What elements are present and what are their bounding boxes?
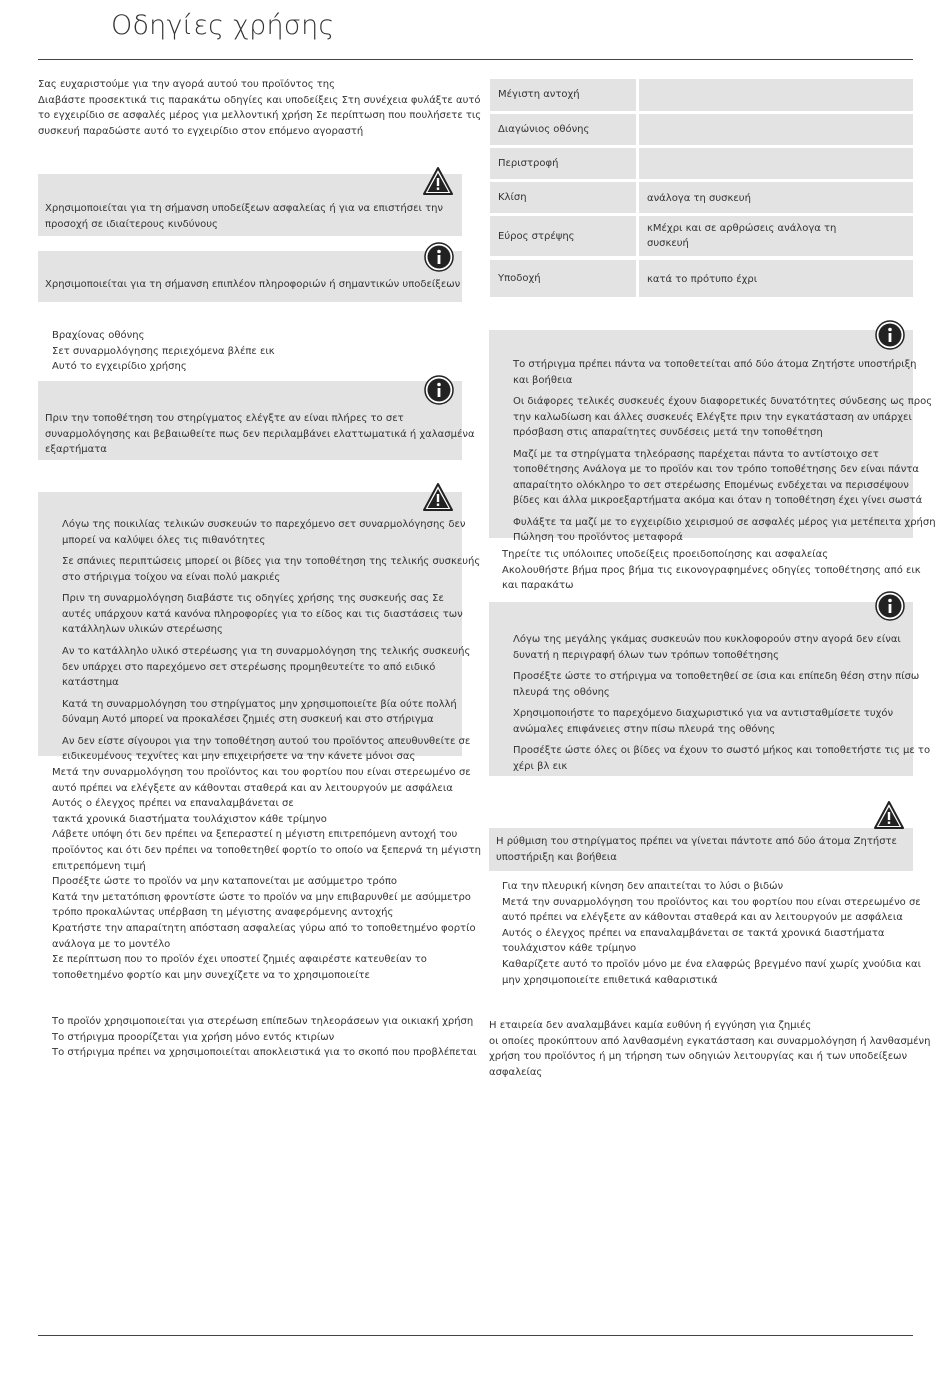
post-assembly-line: Σε περίπτωση που το προϊόν έχει υποστεί ζημιές αφαιρέστε κατευθείαν το [52, 954, 427, 966]
post-assembly-line: τρόπο προκαλώντας υπέρβαση τη μέγιστης αναφερόμενης αντοχής [52, 907, 394, 919]
installation-info-item: Φυλάξτε τα μαζί με το εγχειρίδιο χειρισμού σε ασφαλές μέρος για μετέπειτα χρήση [513, 516, 936, 528]
post-assembly-line: επιτρεπόμενη τιμή [52, 860, 146, 872]
mounting-info-item: Προσέξτε ώστε το στήριγμα να τοποθετηθεί σε ίσια και επίπεδη θέση στην πίσω [513, 671, 920, 682]
warning-icon [423, 482, 453, 512]
warning-legend-text: Χρησιμοποιείται για τη σήμανση υποδείξεων ασφαλείας ή για να επιστήσει την [45, 203, 444, 214]
installation-info-item: Οι διάφορες τελικές συσκευές έχουν διαφορετικές δυνατότητες σύνδεσης ως προς [513, 396, 933, 407]
installation-info-item: τοποθέτησης Ανάλογα με το προϊόν και τον τρόπο τοποθέτησης δεν είναι πάντα [513, 464, 919, 476]
safety-warning-item: στο στήριγμα τοίχου να είναι πολύ μακριές [62, 571, 281, 583]
safety-warning-item: Λόγω της ποικιλίας τελικών συσκευών το παρεχόμενο σετ συναρμολόγησης δεν [62, 519, 466, 530]
info-icon [875, 320, 905, 350]
disclaimer-line: Η εταιρεία δεν αναλαμβάνει καμία ευθύνη ή εγγύηση για ζημιές [489, 1020, 812, 1031]
package-note-text: συναρμολόγησης και βεβαιωθείτε πως δεν περιλαμβάνει ελαττωματικά ή χαλασμένα [45, 428, 475, 440]
safety-warning-item: Σε σπάνιες περιπτώσεις μπορεί οι βίδες για την τοποθέτηση της τελικής συσκευής [62, 556, 481, 568]
info-icon [424, 242, 454, 272]
warning-icon [874, 800, 904, 830]
spec-label: Μέγιστη αντοχή [498, 89, 580, 100]
installation-info-item: πρόσβαση στις απαραίτητες συνδέσεις μετά την τοποθέτηση [513, 427, 823, 439]
intro-line: Διαβάστε προσεκτικά τις παρακάτω οδηγίες και υποδείξεις Στη συνέχεια φυλάξτε αυτό [38, 94, 481, 106]
safety-warning-item: μπορεί να καλύψει όλες τις πιθανότητες [62, 534, 266, 546]
installation-info-item: βίδες και άλλα μικροεξαρτήματα ακόμα και όταν η τοποθέτηση έχει γίνει σωστά [513, 495, 923, 507]
safety-warning-item: Αν το κατάλληλο υλικό στερέωσης για τη συναρμολόγηση της τελικής συσκευής [62, 645, 471, 657]
warning-legend-text: προσοχή σε ιδιαίτερους κινδύνους [45, 218, 218, 230]
mounting-info-item: χέρι βλ εικ [513, 760, 568, 772]
installation-info-item: απαραίτητο ολόκληρο το σετ στερέωσης Επομένως ενδέχεται να περισσέψουν [513, 479, 909, 491]
info-icon [424, 375, 454, 405]
post-assembly-line: Κατά την μετατόπιση φροντίστε ώστε το προϊόν να μην επιβαρυνθεί με ασύμμετρο [52, 891, 471, 903]
intro-line: συσκευή παραδώστε αυτό το εγχειρίδιο στον επόμενο αγοραστή [38, 125, 364, 137]
spec-value: συσκευή [647, 238, 689, 249]
maintenance-line: αυτό πρέπει να ελέγξετε αν κάθονται σταθερά και αν λειτουργούν με ασφάλεια [502, 912, 903, 924]
mounting-info-item: Χρησιμοποιήστε το παρεχόμενο διαχωριστικό για να αντισταθμίσετε τυχόν [513, 708, 894, 719]
intended-use-line: Το στήριγμα προορίζεται για χρήση μόνο εντός κτιρίων [52, 1031, 335, 1043]
post-assembly-line: Αυτός ο έλεγχος πρέπει να επαναλαμβάνεται σε [52, 798, 294, 810]
maintenance-line: Μετά την συναρμολόγηση του προϊόντος και του φορτίου που είναι στερεωμένο σε [502, 896, 921, 908]
maintenance-line: μην χρησιμοποιείτε επιθετικά καθαριστικά [502, 974, 718, 986]
installation-info-item: Μαζί με τα στηρίγματα τηλεόρασης παρέχεται πάντα το αντίστοιχο σετ [513, 448, 879, 460]
post-assembly-line: ανάλογα με το μοντέλο [52, 938, 171, 950]
mounting-info-item: Λόγω της μεγάλης γκάμας συσκευών που κυκλοφορούν στην αγορά δεν είναι [513, 634, 901, 645]
post-assembly-line: προϊόντος και ότι δεν πρέπει να τοποθετηθεί φορτίο το οποίο να ξεπερνά τη μέγιστη [52, 845, 481, 856]
maintenance-line: τουλάχιστον κάθε τρίμηνο [502, 943, 637, 955]
intended-use-line: Το προϊόν χρησιμοποιείται για στερέωση επίπεδων τηλεοράσεων για οικιακή χρήση [52, 1016, 474, 1027]
mounting-info-item: Προσέξτε ώστε όλες οι βίδες να έχουν το σωστό μήκος και τοποθετήστε τις με το [513, 745, 931, 756]
spec-row [490, 114, 913, 145]
intro-line: το εγχειρίδιο σε ασφαλές μέρος για μελλοντική χρήση Σε περίπτωση που πουλήσετε τις [38, 110, 482, 122]
mounting-info-item: πλευρά της οθόνης [513, 686, 610, 698]
package-note-text: Πριν την τοποθέτηση του στηρίγματος ελέγξτε αν είναι πλήρες το σετ [45, 413, 404, 424]
package-note-text: εξαρτήματα [45, 444, 107, 456]
mounting-info-item: ανώμαλες επιφάνειες στην πίσω πλευρά της οθόνης [513, 723, 776, 735]
safety-warning-item: δύναμη Αυτό μπορεί να προκαλέσει ζημιές στη συσκευή και στο στήριγμα [62, 714, 434, 726]
info-legend-text: Χρησιμοποιείται για τη σήμανση επιπλέον πληροφοριών ή σημαντικών υποδείξεων [45, 279, 461, 290]
page-title: Οδηγίες χρήσης [111, 10, 335, 41]
installation-info-item: την καλωδίωση και άλλες συσκευές Ελέγξτε πριν την εγκατάσταση αν υπάρχει [513, 411, 912, 423]
spec-row [490, 182, 913, 213]
post-assembly-line: αυτό πρέπει να ελέγξετε αν κάθονται σταθερά και αν λειτουργούν με ασφάλεια [52, 782, 453, 794]
follow-steps-line: Ακολουθήστε βήμα προς βήμα τις εικονογραφημένες οδηγίες τοποθέτησης από εικ [502, 564, 921, 576]
footer-rule [38, 1335, 913, 1336]
spec-row [490, 148, 913, 179]
package-content-item: Βραχίονας οθόνης [52, 330, 145, 341]
spec-value: ανάλογα τη συσκευή [647, 193, 751, 204]
maintenance-line: Για την πλευρική κίνηση δεν απαιτείται το λύσι ο βιδών [502, 881, 784, 892]
follow-steps-line: Τηρείτε τις υπόλοιπες υποδείξεις προειδοποίησης και ασφαλείας [502, 549, 829, 560]
safety-warning-item: Πριν τη συναρμολόγηση διαβάστε τις οδηγίες χρήσης της συσκευής σας Σε [62, 593, 444, 605]
safety-warning-item: κατάστημα [62, 677, 119, 689]
safety-warning-item: κατάλληλων υλικών στερέωσης [62, 624, 223, 636]
spec-row [490, 216, 913, 256]
maintenance-line: Καθαρίζετε αυτό το προϊόν μόνο με ένα ελαφρώς βρεγμένο πανί χωρίς χνούδια και [502, 959, 921, 970]
spec-row [490, 260, 913, 297]
maintenance-line: Αυτός ο έλεγχος πρέπει να επαναλαμβάνεται σε τακτά χρονικά διαστήματα [502, 927, 885, 939]
spec-value: κΜέχρι και σε αρθρώσεις ανάλογα τη [647, 223, 837, 234]
safety-warning-item: δεν υπάρχει στο παρεχόμενο σετ στερέωσης προμηθευτείτε το από ειδικό [62, 661, 436, 673]
header-rule [38, 59, 913, 60]
disclaimer-line: οι οποίες προκύπτουν από λανθασμένη εγκατάσταση και συναρμολόγηση ή λανθασμένη [489, 1035, 931, 1047]
follow-steps-line: και παρακάτω [502, 580, 574, 592]
spec-label: Κλίση [498, 192, 527, 203]
intro-line: Σας ευχαριστούμε για την αγορά αυτού του προϊόντος της [38, 79, 335, 90]
adjust-warning-text: Η ρύθμιση του στηρίγματος πρέπει να γίνεται πάντοτε από δύο άτομα Ζητήστε [496, 836, 897, 847]
post-assembly-line: τακτά χρονικά διαστήματα τουλάχιστον κάθε τρίμηνο [52, 813, 327, 825]
intended-use-line: Το στήριγμα πρέπει να χρησιμοποιείται αποκλειστικά για το σκοπό που προβλέπεται [52, 1047, 477, 1059]
spec-label: Υποδοχή [498, 273, 541, 284]
disclaimer-line: χρήση του προϊόντος ή μη τήρηση των οδηγιών λειτουργίας και ή των υποδείξεων [489, 1051, 908, 1063]
safety-warning-item: ειδικευμένους τεχνίτες και μην επιχειρήσετε να την κάνετε μόνοι σας [62, 751, 416, 763]
warning-icon [423, 166, 453, 196]
post-assembly-line: Κρατήστε την απαραίτητη απόσταση ασφαλείας γύρω από το τοποθετημένο φορτίο [52, 923, 476, 934]
installation-info-item: Το στήριγμα πρέπει πάντα να τοποθετείται από δύο άτομα Ζητήστε υποστήριξη [513, 359, 917, 370]
post-assembly-line: Λάβετε υπόψη ότι δεν πρέπει να ξεπεραστεί η μέγιστη επιτρεπόμενη αντοχή του [52, 829, 458, 841]
post-assembly-line: Προσέξτε ώστε το προϊόν να μην καταπονείται με ασύμμετρο τρόπο [52, 876, 397, 888]
spec-row [490, 79, 913, 111]
installation-info-item: και βοήθεια [513, 374, 573, 386]
disclaimer-line: ασφαλείας [489, 1066, 543, 1078]
spec-label: Περιστροφή [498, 158, 559, 169]
safety-warning-item: Κατά τη συναρμολόγηση του στηρίγματος μην χρησιμοποιείτε βία ούτε πολλή [62, 698, 457, 710]
post-assembly-line: τοποθετημένο φορτίο και μην συνεχίζετε να το χρησιμοποιείτε [52, 969, 370, 981]
mounting-info-item: δυνατή η περιγραφή όλων των τρόπων τοποθέτησης [513, 649, 779, 661]
spec-label: Εύρος στρέψης [498, 231, 575, 242]
package-content-item: Αυτό το εγχειρίδιο χρήσης [52, 361, 187, 373]
post-assembly-line: Μετά την συναρμολόγηση του προϊόντος και του φορτίου που είναι στερεωμένο σε [52, 767, 471, 778]
installation-info-item: Πώληση του προϊόντος μεταφορά [513, 532, 683, 544]
adjust-warning-text: υποστήριξη και βοήθεια [496, 851, 617, 863]
spec-label: Διαγώνιος οθόνης [498, 124, 590, 135]
info-icon [875, 591, 905, 621]
safety-warning-item: Αν δεν είστε σίγουροι για την τοποθέτηση αυτού του προϊόντος απευθυνθείτε σε [62, 735, 471, 747]
package-content-item: Σετ συναρμολόγησης περιεχόμενα βλέπε εικ [52, 345, 275, 357]
spec-value: κατά το πρότυπο έχρι [647, 274, 758, 285]
safety-warning-item: αυτές υπάρχουν κατά κανόνα πληροφορίες για το είδος και τις διαστάσεις των [62, 608, 463, 620]
